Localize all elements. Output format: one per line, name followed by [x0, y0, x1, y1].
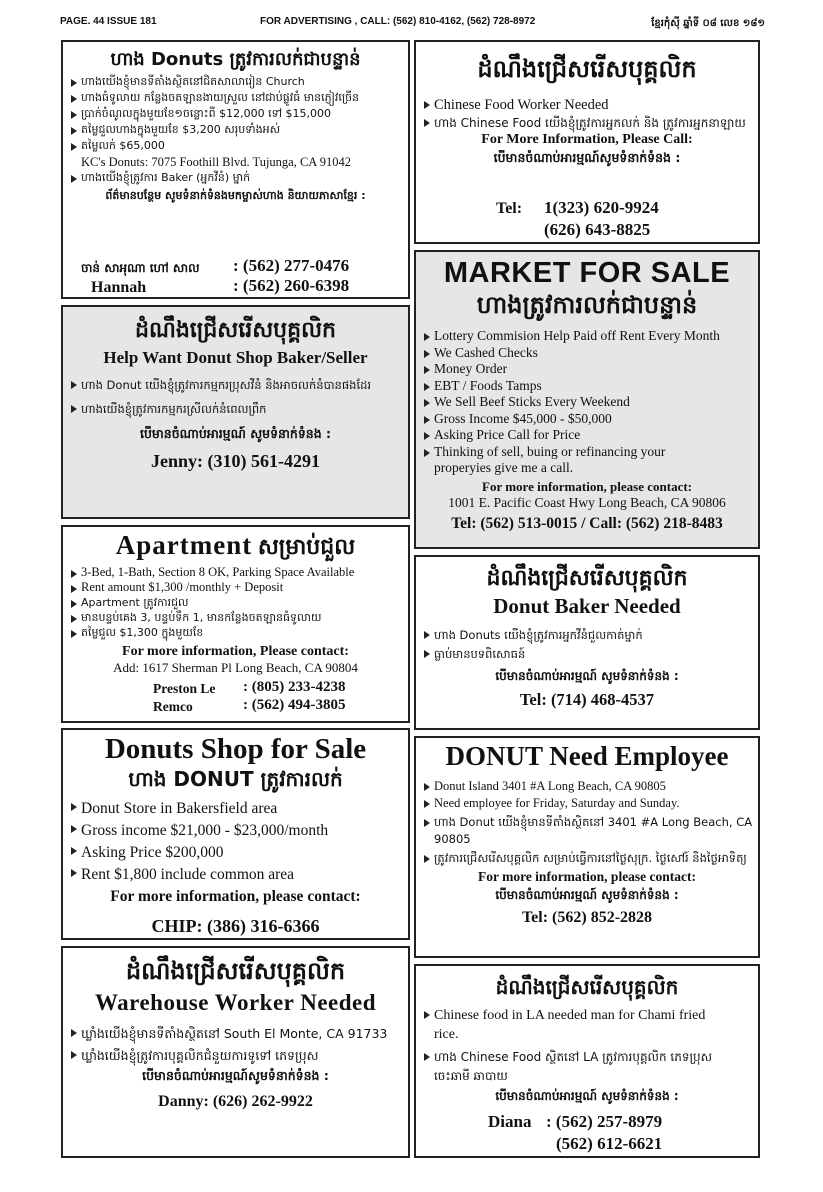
- ad-warehouse-worker: [61, 946, 410, 1158]
- list-item: ឃ្លាំងយើងខ្ញុំត្រូវការបុគ្គលិកជំនួយការទូទៅ ភេទប្រុស: [69, 1046, 404, 1066]
- ad-subtitle: Donut Baker Needed: [493, 594, 681, 619]
- list-item: Need employee for Friday, Saturday and Sunday.: [422, 795, 754, 812]
- contact: CHIP: (386) 316-6366: [151, 915, 320, 936]
- list-item: Chinese food in LA needed man for Chami fried rice.: [422, 1006, 728, 1044]
- list-item: Asking Price Call for Price: [422, 427, 754, 444]
- ad-body: [63, 74, 408, 186]
- advertising-line: FOR ADVERTISING , CALL: (562) 810-4162, (562) 728-8972: [260, 16, 536, 27]
- ad-title: ដំណឹងជ្រើសរើសបុគ្គលិក: [477, 55, 697, 83]
- tel: Tel: (562) 513-0015 / Call: (562) 218-8483: [451, 514, 723, 532]
- ad-title: [63, 531, 408, 561]
- list-item: ត្រូវការជ្រើសរើសបុគ្គលិក សម្រាប់ធ្វើការនៅថ្ងៃសុក្រ. ថ្ងៃសៅរ៍ និងថ្ងៃអាទិត្យ: [422, 850, 754, 867]
- list-item: Donut Store in Bakersfield area: [69, 798, 404, 820]
- contact: Jenny: (310) 561-4291: [151, 450, 320, 471]
- ad-market-for-sale: [414, 250, 760, 549]
- list-item: ឃ្លាំងយើងខ្ញុំមានទីតាំងស្ថិតនៅ South El Monte, CA 91733: [69, 1024, 404, 1044]
- contact-phone: : (805) 233-4238: [243, 679, 346, 695]
- ad-donuts-shop-for-sale: [61, 728, 410, 940]
- list-item: Gross income $21,000 - $23,000/month: [69, 820, 404, 842]
- more-info: For more information, please contact:: [477, 868, 697, 884]
- list-item: Rent amount $1,300 /monthly + Deposit: [69, 580, 404, 595]
- list-item: ហាង Donut យើងខ្ញុំមានទីតាំងស្ថិតនៅ 3401 #A Long Beach, CA 90805: [422, 814, 754, 848]
- more-info-khmer: បើមានចំណាប់អារម្មណ៍ សូមទំនាក់ទំនង :: [495, 669, 679, 684]
- contact-phone: : (562) 257-8979: [546, 1112, 663, 1131]
- ad-body: [416, 626, 758, 664]
- ad-title: ដំណឹងជ្រើសរើសបុគ្គលិក: [486, 566, 688, 591]
- ad-body: [63, 376, 408, 418]
- address: Add: 1617 Sherman Pl Long Beach, CA 90804: [113, 659, 358, 675]
- tel: Tel: (562) 852-2828: [521, 908, 653, 926]
- list-item: ហាង Chinese Food យើងខ្ញុំត្រូវការអ្នកលក់ និង ត្រូវការអ្នកនាឡាយ: [422, 114, 754, 132]
- list-item: Chinese Food Worker Needed: [422, 96, 754, 114]
- ad-donuts-for-sale: [61, 40, 410, 299]
- ad-donut-baker-needed: [414, 555, 760, 730]
- ad-title: ហាង Donuts ត្រូវការលក់ជាបន្ទាន់: [110, 49, 361, 70]
- ad-chinese-food-la: [414, 964, 760, 1158]
- address: 1001 E. Pacific Coast Hwy Long Beach, CA 90806: [448, 494, 726, 510]
- ad-title: DONUT Need Employee: [445, 741, 729, 771]
- list-item: ហាង Donut យើងខ្ញុំត្រូវការកម្មករប្រុសវីនំ និងអាចលក់នំបានផងដែរ: [69, 376, 404, 394]
- list-item: 3-Bed, 1-Bath, Section 8 OK, Parking Space Available: [69, 565, 404, 580]
- contact-name: Hannah: [91, 279, 147, 296]
- contact-phone: (562) 612-6621: [556, 1134, 663, 1153]
- tel-label: Tel:: [496, 200, 523, 217]
- phone: 1(323) 620-9924: [544, 198, 659, 217]
- more-info: For more information, please contact:: [482, 478, 692, 494]
- contact-name: ចាន់ សាអុណា ហៅ សាល: [81, 261, 200, 275]
- list-item: EBT / Foods Tamps: [422, 378, 754, 395]
- list-item: Thinking of sell, buing or refinancing your properyies give me a call.: [422, 444, 754, 477]
- ad-title: ដំណឹងជ្រើសរើសបុគ្គលិក: [495, 975, 679, 999]
- ad-subtitle: Warehouse Worker Needed: [94, 990, 377, 1016]
- more-info-khmer: បើមានចំណាប់អារម្មណ៍ សូមទំនាក់ទំនង :: [495, 887, 679, 902]
- list-item: តម្លៃលក់ $65,000: [69, 138, 404, 154]
- list-item: ប្រាក់ចំណូលក្នុងមួយខែ១ចន្លោះពី $12,000 ទៅ $15,000: [69, 106, 404, 122]
- list-item: Rent $1,800 include common area: [69, 864, 404, 886]
- contact-phone: : (562) 277-0476: [233, 256, 350, 275]
- ad-donut-need-employee: [414, 736, 760, 958]
- address: KC's Donuts: 7075 Foothill Blvd. Tujunga, CA 91042: [81, 154, 352, 169]
- ad-body: [416, 1006, 758, 1086]
- list-item: តម្លៃជួល $1,300 ក្នុងមួយខែ: [69, 625, 404, 640]
- list-item: We Sell Beef Sticks Every Weekend: [422, 394, 754, 411]
- contact-name: Preston Le: [153, 681, 216, 696]
- list-item: Lottery Commision Help Paid off Rent Every Month: [422, 328, 754, 345]
- ad-body: [416, 778, 758, 867]
- list-item: ហាង Chinese Food ស្ថិតនៅ LA ត្រូវការបុគ្គលិក ភេទប្រុស ចេះឆាមី ឆាបាយ: [422, 1048, 728, 1086]
- contact-name: Remco: [153, 699, 193, 714]
- list-item: We Cashed Checks: [422, 345, 754, 362]
- ad-title: ដំណឹងជ្រើសរើសបុគ្គលិក: [135, 318, 336, 343]
- ad-chinese-food-worker: [414, 40, 760, 244]
- ad-title: MARKET FOR SALE: [443, 257, 731, 289]
- more-info-khmer: បើមានចំណាប់អារម្មណ៍ សូមទំនាក់ទំនង :: [495, 1089, 679, 1103]
- ad-title: Donuts Shop for Sale: [104, 733, 367, 765]
- more-info: For More Information, Please Call:: [481, 132, 693, 148]
- page-header: [60, 16, 765, 32]
- ad-donut-baker-seller: [61, 305, 410, 519]
- ad-body: [63, 1024, 408, 1066]
- ad-subtitle: Help Want Donut Shop Baker/Seller: [103, 348, 368, 368]
- more-info-khmer: បើមានចំណាប់អារម្មណ៍ សូមទំនាក់ទំនង :: [139, 425, 331, 441]
- list-item: ហាងយើងខ្ញុំមានទីតាំងស្ថិតនៅជិតសាលារៀន Church: [69, 74, 404, 90]
- list-item: Apartment ត្រូវការជួល: [69, 595, 404, 610]
- list-item: មានបន្ទប់គេង 3, បន្ទប់ទឹក 1, មានកន្លែងចតឡានធំទូលាយ: [69, 610, 404, 625]
- list-item: Asking Price $200,000: [69, 842, 404, 864]
- ad-title: ដំណឹងជ្រើសរើសបុគ្គលិក: [125, 957, 346, 985]
- contact-phone: : (562) 494-3805: [243, 697, 346, 713]
- list-item: ហាង Donuts យើងខ្ញុំត្រូវការអ្នកវីនំជួលកាត់ម្នាក់: [422, 626, 754, 645]
- list-item: ហាងយើងខ្ញុំត្រូវការកម្មករស្រីលក់នំពេលព្រឹក: [69, 400, 404, 418]
- phone: (626) 643-8825: [544, 220, 651, 239]
- ad-body: [63, 565, 408, 640]
- ad-title-khmer: ហាង DONUT ត្រូវការលក់: [128, 766, 343, 791]
- page-issue: PAGE. 44 ISSUE 181: [60, 16, 157, 27]
- ad-body: [416, 328, 758, 477]
- more-info: For more information, Please contact:: [122, 643, 349, 659]
- more-info-khmer: បើមានចំណាប់អារម្មណ៍សូមទំនាក់ទំនង :: [493, 150, 681, 166]
- khmer-issue: ខ្មែរកុំស៊ី ឆ្នាំទី ០៨ លេខ ១៨១: [651, 18, 765, 29]
- list-item: ហាងធំទូលាយ កន្លែងចតឡានងាយស្រួល នៅជាប់ផ្លូវធំ មានភ្ញៀវច្រើន: [69, 90, 404, 106]
- more-info-khmer: បើមានចំណាប់អារម្មណ៍សូមទំនាក់ទំនង :: [142, 1067, 329, 1083]
- list-item: តម្លៃជួលហាងក្នុងមួយខែ $3,200 សរុបទាំងអស់: [69, 122, 404, 138]
- list-item: ហាងយើងខ្ញុំត្រូវការ Baker (អ្នកវីនំ) ម្នាក់: [69, 170, 404, 186]
- list-item: Money Order: [422, 361, 754, 378]
- contact: Danny: (626) 262-9922: [158, 1092, 313, 1110]
- ad-body: [63, 798, 408, 886]
- title-english: Apartment: [115, 530, 253, 560]
- list-item: Donut Island 3401 #A Long Beach, CA 90805: [422, 778, 754, 795]
- ad-apartment: [61, 525, 410, 723]
- more-info: For more information, please contact:: [110, 887, 361, 905]
- ad-title-khmer: ហាងត្រូវការលក់ជាបន្ទាន់: [476, 290, 698, 319]
- list-item: ធ្លាប់មានបទពិសោធន៍: [422, 645, 754, 664]
- tel: Tel: (714) 468-4537: [519, 690, 655, 710]
- more-info: ព័ត៌មានបន្ថែម សូមទំនាក់ទំនងមកម្ចាស់ហាង និយាយភាសាខ្មែរ :: [105, 188, 366, 202]
- list-item: Gross Income $45,000 - $50,000: [422, 411, 754, 428]
- contact-phone: : (562) 260-6398: [233, 276, 350, 295]
- title-khmer: សម្រាប់ជួល: [257, 535, 356, 560]
- ad-body: [416, 96, 758, 132]
- contact-name: Diana: [488, 1112, 532, 1131]
